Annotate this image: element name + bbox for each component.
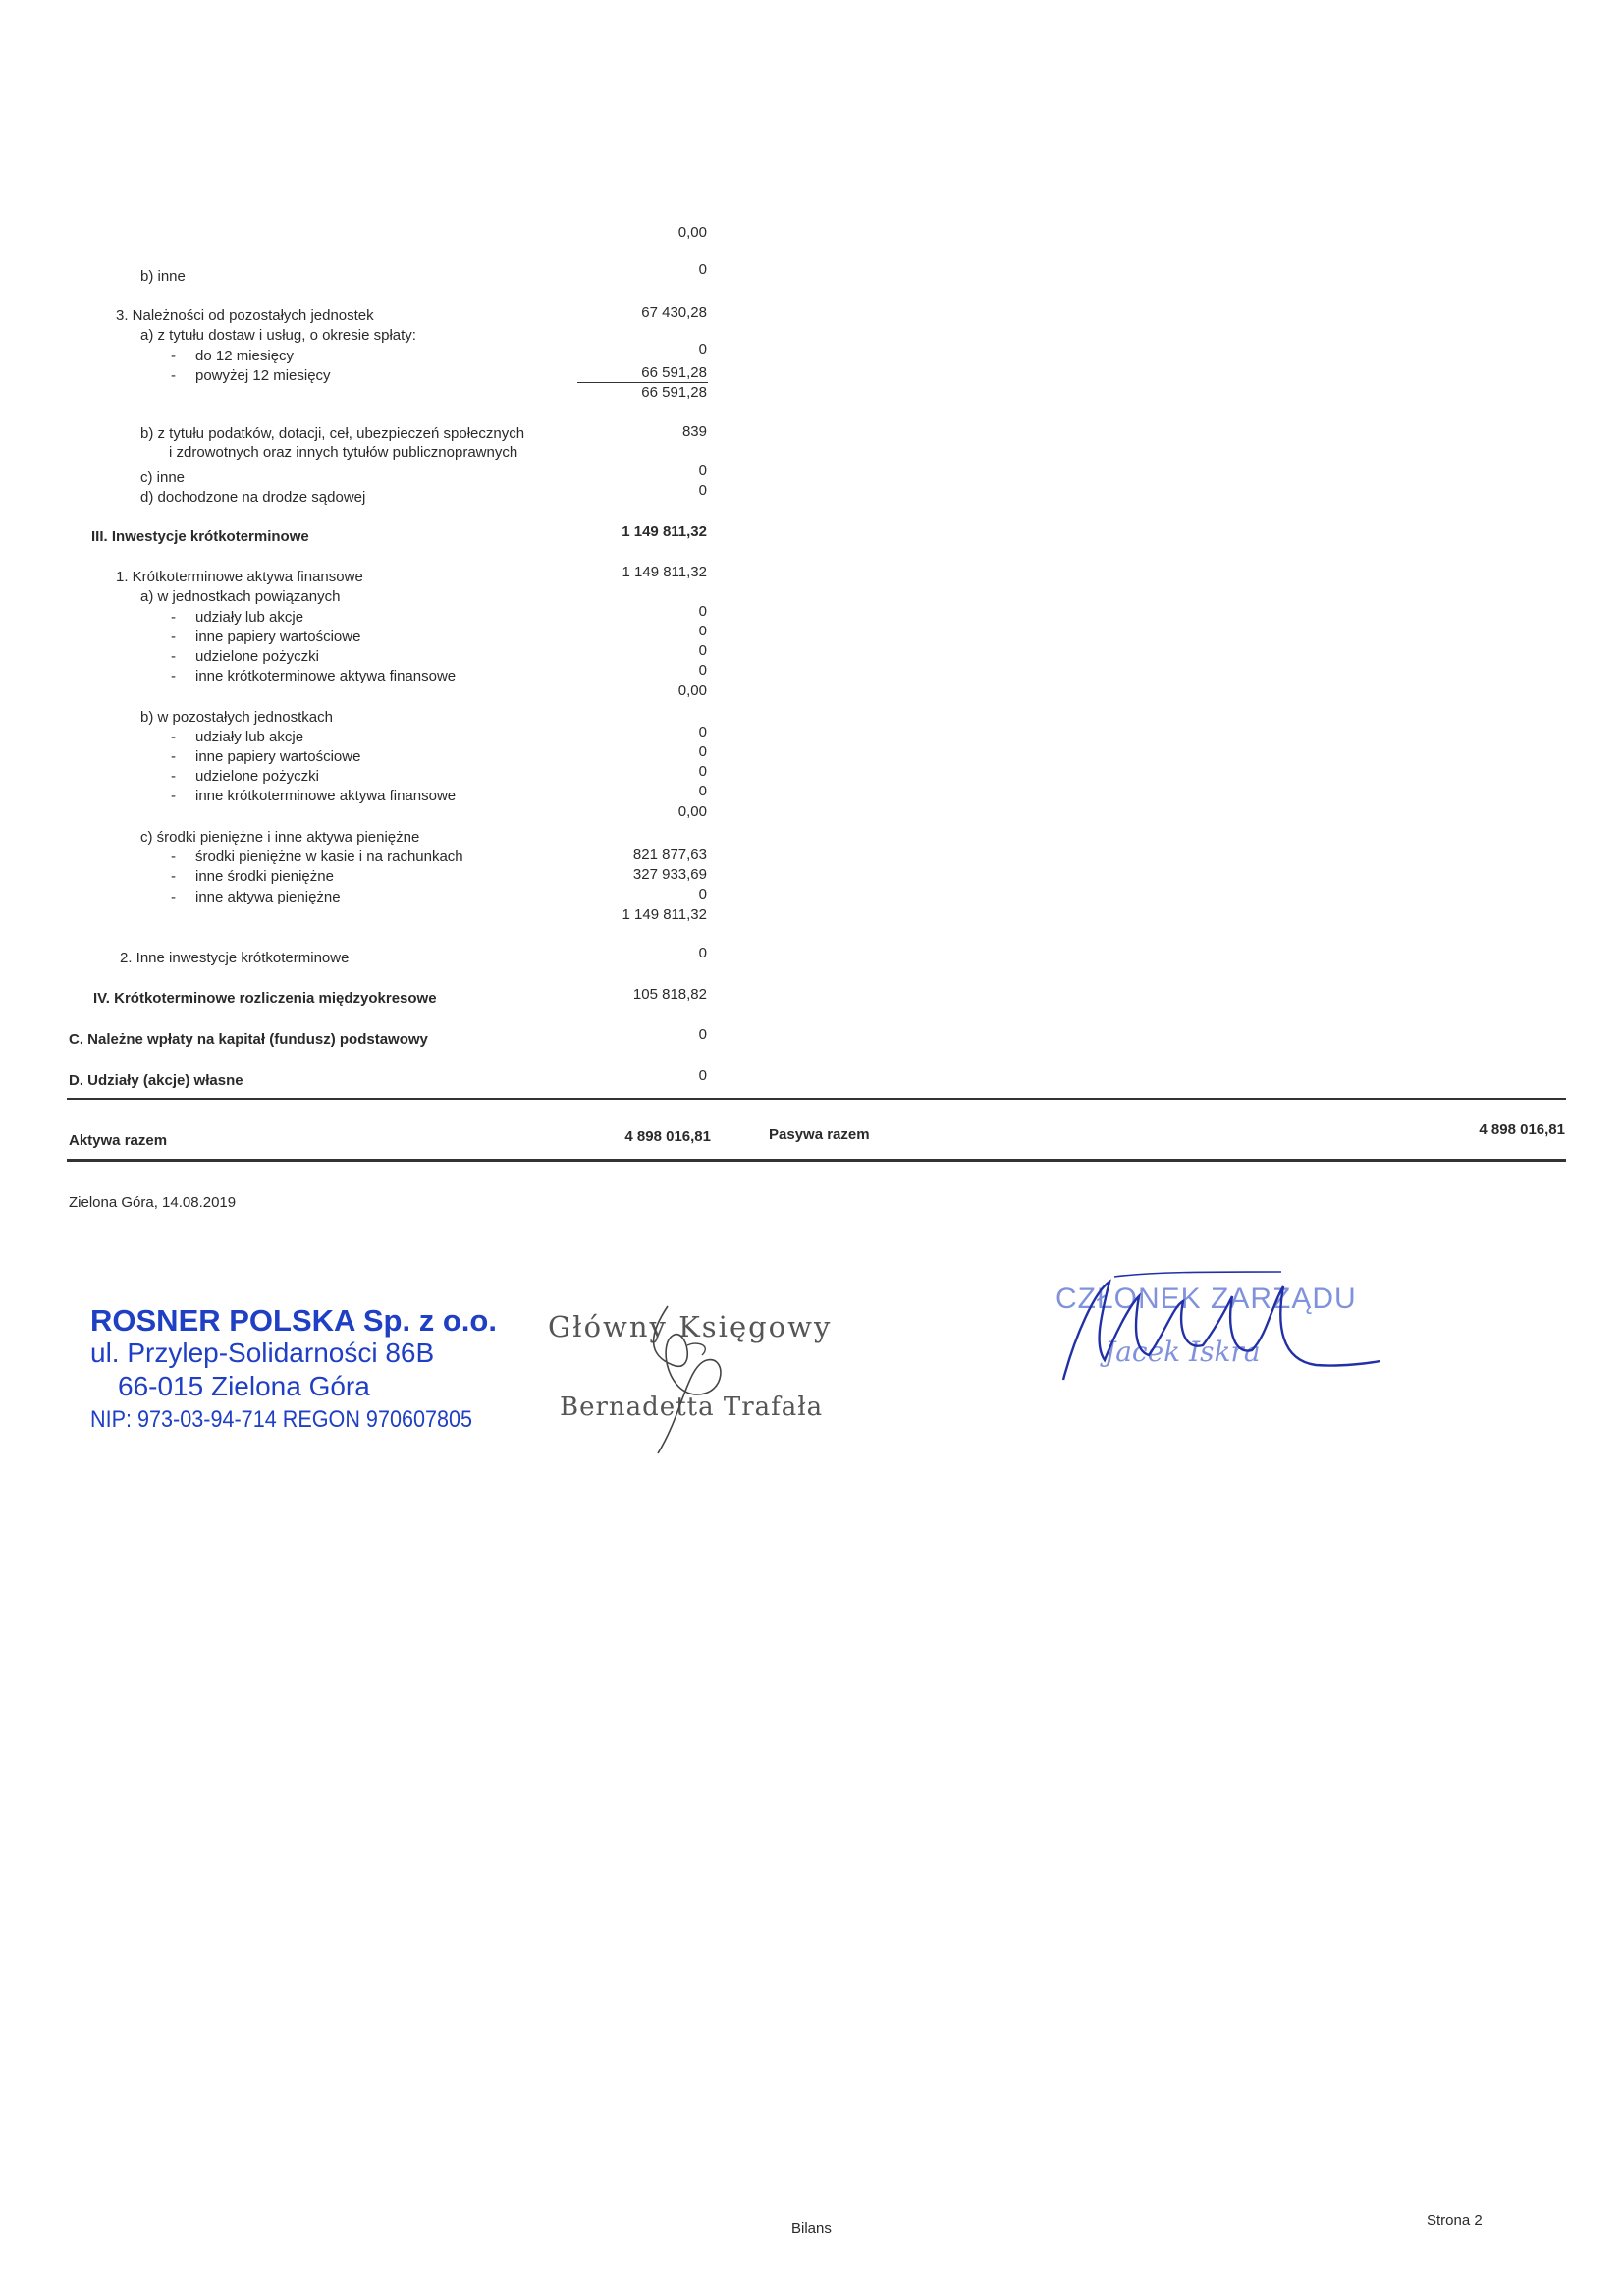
row-label: powyżej 12 miesięcy [195,367,331,384]
row-value: 1 149 811,32 [622,564,707,580]
row-label: b) inne [140,268,186,285]
row-label: 3. Należności od pozostałych jednostek [116,307,374,324]
row-label: a) z tytułu dostaw i usług, o okresie spłaty: [140,327,416,344]
row-label: inne środki pieniężne [195,868,334,885]
subtotal-value: 0,00 [677,224,707,241]
row-label: inne papiery wartościowe [195,748,361,765]
section-value: 0 [698,1026,707,1043]
row-value: 0 [698,623,707,639]
pasywa-label: Pasywa razem [769,1126,870,1143]
row-label: udziały lub akcje [195,729,304,745]
row-total: 66 591,28 [641,384,707,401]
dash: - [171,729,176,745]
row-value: 67 430,28 [641,304,707,321]
row-value: 0 [698,945,707,961]
row-value: 0 [698,261,707,278]
row-label: a) w jednostkach powiązanych [140,588,341,605]
sum-rule [577,382,708,383]
place-date: Zielona Góra, 14.08.2019 [69,1194,237,1211]
section-heading: C. Należne wpłaty na kapitał (fundusz) podstawowy [69,1031,428,1048]
row-label: udziały lub akcje [195,609,304,626]
row-value: 327 933,69 [632,866,707,883]
row-label: b) z tytułu podatków, dotacji, ceł, ubezpieczeń społecznych [140,425,525,442]
totals-bottom-rule [67,1159,1566,1162]
row-label: udzielone pożyczki [195,768,319,785]
row-label: d) dochodzone na drodze sądowej [140,489,366,506]
section-value: 105 818,82 [632,986,707,1003]
row-label: inne krótkoterminowe aktywa finansowe [195,668,457,684]
section-value: 0 [698,1067,707,1084]
row-label: b) w pozostałych jednostkach [140,709,333,726]
aktywa-label: Aktywa razem [69,1132,168,1149]
row-value: 0 [698,642,707,659]
row-value: 66 591,28 [641,364,707,381]
board-name: Jacek Iskra [1105,1336,1261,1368]
row-value: 0 [698,662,707,679]
row-label: inne aktywa pieniężne [195,889,341,905]
dash: - [171,768,176,785]
row-value: 0 [698,482,707,499]
row-label: 1. Krótkoterminowe aktywa finansowe [116,569,363,585]
accountant-signature-scribble [628,1286,766,1463]
row-value: 0 [698,603,707,620]
dash: - [171,788,176,804]
row-label: do 12 miesięcy [195,348,295,364]
dash: - [171,668,176,684]
pasywa-value: 4 898 016,81 [1479,1121,1565,1138]
row-total: 0,00 [677,803,707,820]
dash: - [171,629,176,645]
dash: - [171,648,176,665]
footer-title: Bilans [791,2220,832,2237]
board-signature-scribble [1055,1267,1380,1394]
accountant-name: Bernadetta Trafała [560,1393,824,1422]
accountant-title: Główny Księgowy [548,1310,833,1343]
row-total: 1 149 811,32 [622,906,707,923]
row-value: 839 [681,423,707,440]
row-label-cont: i zdrowotnych oraz innych tytułów publicznoprawnych [169,444,518,461]
dash: - [171,609,176,626]
row-value: 0 [698,463,707,479]
dash: - [171,348,176,364]
aktywa-value: 4 898 016,81 [624,1128,711,1145]
stamp-company-name: ROSNER POLSKA Sp. z o.o. [90,1303,497,1338]
row-label: c) inne [140,469,186,486]
stamp-city: 66-015 Zielona Góra [118,1371,370,1401]
dash: - [171,367,176,384]
section-heading: D. Udziały (akcje) własne [69,1072,243,1089]
row-value: 0 [698,743,707,760]
board-title: CZŁONEK ZARZĄDU [1055,1283,1357,1315]
row-label: inne papiery wartościowe [195,629,361,645]
totals-top-rule [67,1098,1566,1100]
dash: - [171,868,176,885]
stamp-address: ul. Przylep-Solidarności 86B [90,1338,435,1368]
row-label: środki pieniężne w kasie i na rachunkach [195,848,463,865]
section-heading: IV. Krótkoterminowe rozliczenia międzyokresowe [93,990,437,1007]
dash: - [171,889,176,905]
row-value: 0 [698,763,707,780]
row-value: 0 [698,783,707,799]
row-total: 0,00 [677,683,707,699]
row-value: 0 [698,724,707,740]
section-heading: III. Inwestycje krótkoterminowe [91,528,309,545]
row-value: 0 [698,886,707,902]
stamp-tax-ids: NIP: 973-03-94-714 REGON 970607805 [90,1406,473,1433]
row-label: inne krótkoterminowe aktywa finansowe [195,788,457,804]
dash: - [171,848,176,865]
row-label: 2. Inne inwestycje krótkoterminowe [120,950,350,966]
dash: - [171,748,176,765]
page-number: Strona 2 [1427,2213,1483,2229]
row-label: c) środki pieniężne i inne aktywa pieniężne [140,829,420,846]
row-value: 821 877,63 [632,847,707,863]
section-value: 1 149 811,32 [622,523,707,540]
row-label: udzielone pożyczki [195,648,319,665]
row-value: 0 [698,341,707,357]
